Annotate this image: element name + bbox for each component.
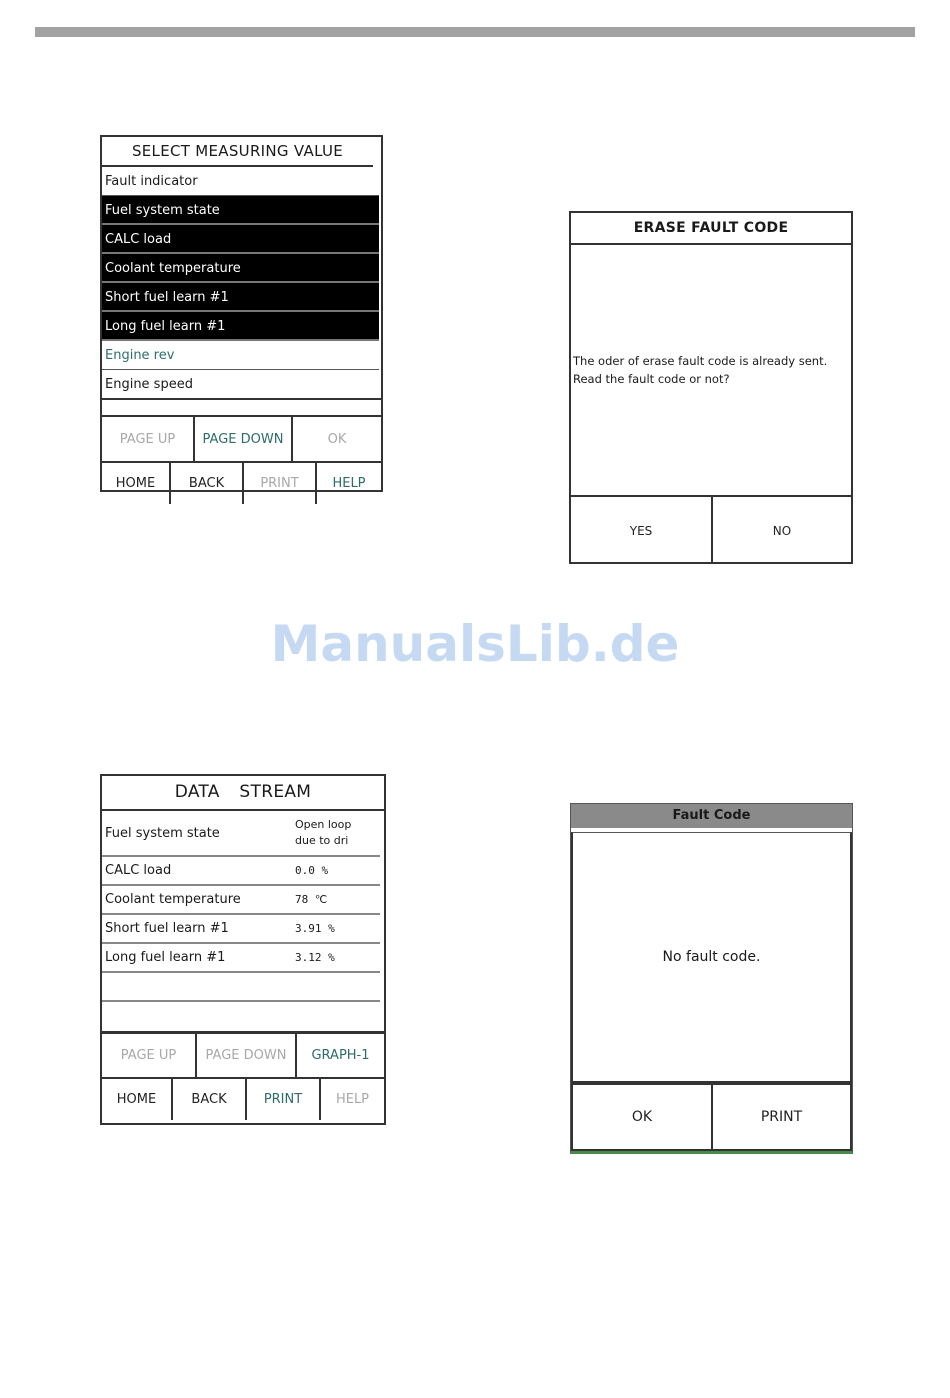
print-button[interactable]: PRINT xyxy=(244,463,317,504)
page-down-button[interactable]: PAGE DOWN xyxy=(197,1034,297,1077)
erase-fault-code-dialog xyxy=(569,211,853,564)
list-item-fuel-system-state[interactable]: Fuel system state xyxy=(102,196,379,225)
print-button[interactable]: PRINT xyxy=(760,1109,803,1125)
dialog-title: Fault Code xyxy=(571,804,852,832)
empty-row xyxy=(102,1002,384,1031)
table-row xyxy=(102,915,380,944)
yes-button[interactable]: YES xyxy=(571,497,713,564)
row-value: 0.0 % xyxy=(295,864,329,877)
dialog-message: No fault code. xyxy=(571,832,852,1083)
row-label: Long fuel learn #1 xyxy=(105,950,226,965)
graph-button[interactable]: GRAPH-1 xyxy=(311,1048,370,1063)
row-label: Coolant temperature xyxy=(105,892,241,907)
print-button[interactable]: PRINT xyxy=(247,1079,321,1120)
fault-code-dialog xyxy=(570,803,853,1154)
row-value: 3.12 % xyxy=(295,951,335,964)
home-button[interactable]: HOME xyxy=(102,1079,173,1120)
dialog-body xyxy=(571,245,851,497)
top-rule xyxy=(35,27,915,37)
help-button[interactable]: HELP xyxy=(335,1092,370,1107)
page-up-button[interactable]: PAGE UP xyxy=(102,417,195,461)
message-line-1: The oder of erase fault code is already sent. xyxy=(573,354,828,368)
list-item-calc-load[interactable]: CALC load xyxy=(102,225,379,254)
row-label: Short fuel learn #1 xyxy=(105,921,229,936)
value-line-1: Open loop xyxy=(295,818,352,831)
value-line-2: due to dri xyxy=(295,834,349,847)
row-value: 3.91 % xyxy=(295,922,335,935)
list-item-engine-speed[interactable]: Engine speed xyxy=(102,370,381,400)
page-down-button[interactable]: PAGE DOWN xyxy=(195,417,293,461)
row-label: CALC load xyxy=(105,863,172,878)
row-label: Fuel system state xyxy=(105,825,220,841)
ok-button[interactable]: OK xyxy=(327,431,347,447)
select-measuring-value-screen xyxy=(100,135,383,492)
row-value: 78 ℃ xyxy=(295,893,328,906)
list-item-engine-rev[interactable]: Engine rev xyxy=(102,341,379,370)
page-up-button[interactable]: PAGE UP xyxy=(102,1034,197,1077)
list-item-long-fuel-learn[interactable]: Long fuel learn #1 xyxy=(102,312,379,341)
home-button[interactable]: HOME xyxy=(102,463,171,504)
row-value xyxy=(295,817,351,849)
table-row xyxy=(102,944,380,973)
back-button[interactable]: BACK xyxy=(171,463,244,504)
table-row xyxy=(102,811,380,857)
message-line-2: Read the fault code or not? xyxy=(573,372,730,386)
watermark-text: ManualsLib.de xyxy=(270,615,680,673)
screen-title: SELECT MEASURING VALUE xyxy=(102,137,373,167)
screen-title: DATA STREAM xyxy=(102,776,384,811)
data-stream-screen xyxy=(100,774,386,1125)
list-item-short-fuel-learn[interactable]: Short fuel learn #1 xyxy=(102,283,379,312)
ok-button[interactable]: OK xyxy=(573,1085,713,1149)
no-button[interactable]: NO xyxy=(772,523,792,538)
dialog-message xyxy=(571,352,827,388)
list-item-fault-indicator[interactable]: Fault indicator xyxy=(102,167,379,196)
list-item-coolant-temperature[interactable]: Coolant temperature xyxy=(102,254,379,283)
empty-row xyxy=(102,973,380,1002)
help-button[interactable]: HELP xyxy=(332,476,366,491)
dialog-title: ERASE FAULT CODE xyxy=(571,213,851,245)
back-button[interactable]: BACK xyxy=(173,1079,247,1120)
table-row xyxy=(102,857,380,886)
spacer xyxy=(102,400,381,415)
table-row xyxy=(102,886,380,915)
